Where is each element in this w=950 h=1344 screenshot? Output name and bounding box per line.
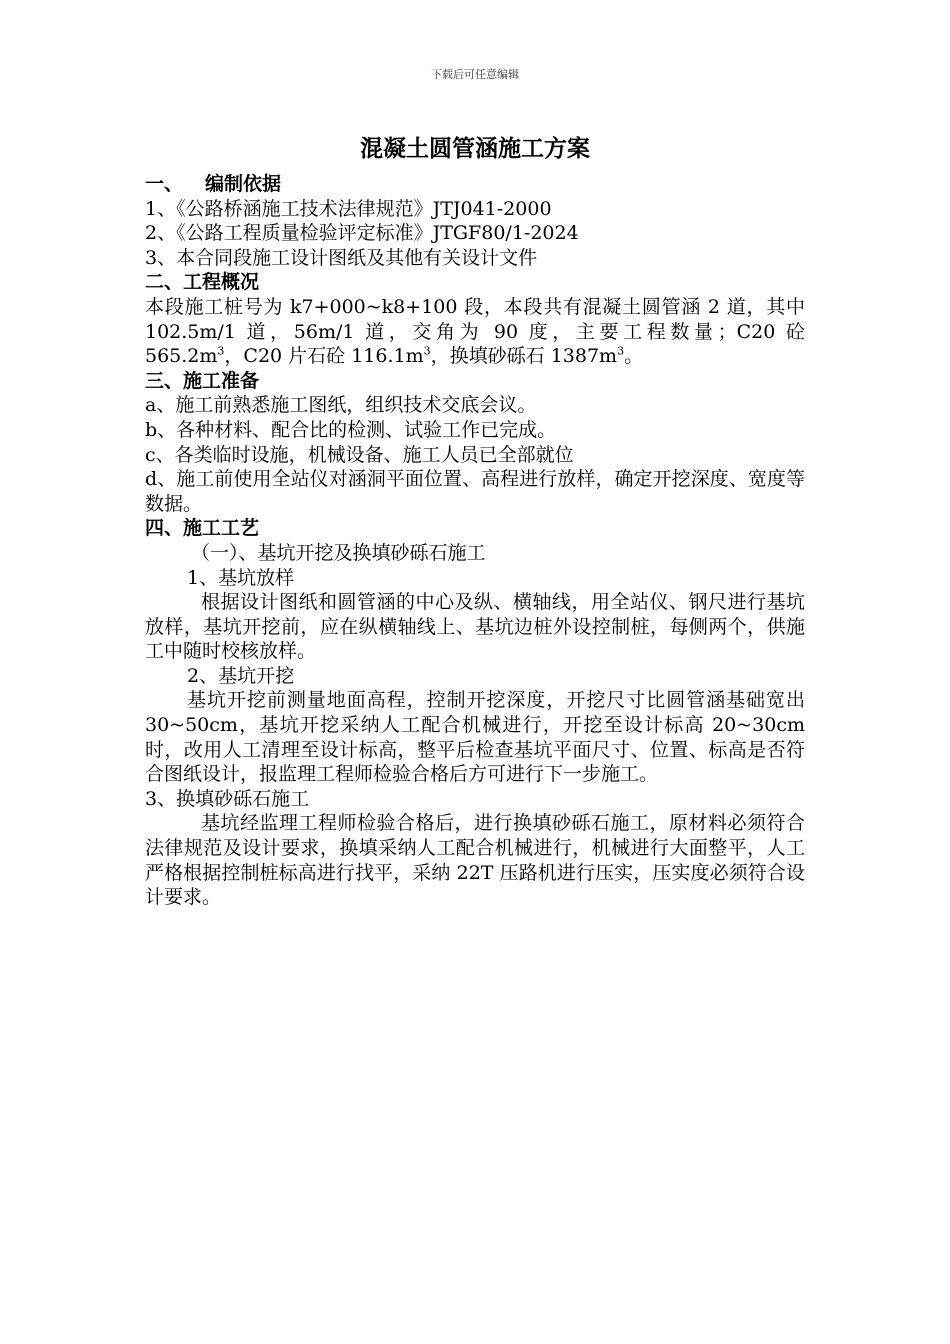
basis-item-3: 3、本合同段施工设计图纸及其他有关设计文件 — [145, 246, 538, 269]
document-title: 混凝土圆管涵施工方案 — [360, 136, 590, 162]
prep-item-c: c、各类临时设施，机械设备、施工人员已全部就位 — [145, 443, 574, 466]
overview-text-2: ，C20 片石砼 116.1m — [224, 345, 424, 368]
section-1-heading — [145, 172, 805, 197]
prep-item-a: a、施工前熟悉施工图纸，组织技术交底会议。 — [145, 394, 537, 417]
basis-item-1: 1、《公路桥涵施工技术法律规范》JTJ041-2000 — [145, 197, 552, 220]
section-3-heading: 三、施工准备 — [145, 369, 260, 392]
overview-sup-3: 3 — [617, 344, 625, 358]
overview-text-4: 。 — [624, 345, 644, 368]
section-4-heading: 四、施工工艺 — [145, 517, 260, 540]
section-1-label: 编制依据 — [205, 173, 282, 195]
process-item-1: 1、基坑放样 — [187, 566, 295, 589]
overview-sup-1: 3 — [217, 344, 225, 358]
process-paragraph-2: 基坑开挖前测量地面高程，控制开挖深度，开挖尺寸比圆管涵基础宽出 30~50cm，基坑开挖采纳人工配合机械进行，开挖至设计标高 20~30cm 时，改用人工清理至设计标高，整平后检查基坑平面尺寸、位置、标高是否符合图纸设计，报监理工程师检验合格后方可进行下一步施工。 — [145, 689, 805, 786]
document-body — [145, 134, 805, 910]
process-paragraph-1: 根据设计图纸和圆管涵的中心及纵、横轴线，用全站仪、钢尺进行基坑放样，基坑开挖前，应在纵横轴线上、基坑边桩外设控制桩，每侧两个，供施工中随时校核放样。 — [145, 591, 805, 663]
process-paragraph-3: 基坑经监理工程师检验合格后，进行换填砂砾石施工，原材料必须符合法律规范及设计要求，换填采纳人工配合机械进行，机械进行大面整平，人工严格根据控制桩标高进行找平，采纳 22T 压路机进行压实，压实度必须符合设计要求。 — [145, 812, 805, 909]
process-item-3: 3、换填砂砾石施工 — [145, 787, 310, 810]
prep-item-b: b、各种材料、配合比的检测、试验工作已完成。 — [145, 418, 557, 441]
section-2-heading: 二、工程概况 — [145, 271, 260, 294]
process-item-2: 2、基坑开挖 — [187, 664, 295, 687]
prep-item-d: d、施工前使用全站仪对涵洞平面位置、高程进行放样，确定开挖深度、宽度等数据。 — [145, 468, 805, 515]
overview-text-1: 本段施工桩号为 k7+000~k8+100 段，本段共有混凝土圆管涵 2 道，其中 102.5m/1 道，56m/1 道，交角为 90 度，主要工程数量；C20 砼 565.2m — [145, 295, 805, 368]
overview-paragraph — [145, 295, 805, 369]
header-note: 下载后可任意编辑 — [431, 68, 519, 81]
subsection-1-heading: （一）、基坑开挖及换填砂砾石施工 — [191, 541, 486, 564]
overview-text-3: ，换填砂砾石 1387m — [430, 345, 618, 368]
basis-item-2: 2、《公路工程质量检验评定标准》JTGF80/1-2024 — [145, 222, 579, 245]
section-1-number: 一、 — [145, 173, 184, 195]
overview-sup-2: 3 — [423, 344, 431, 358]
